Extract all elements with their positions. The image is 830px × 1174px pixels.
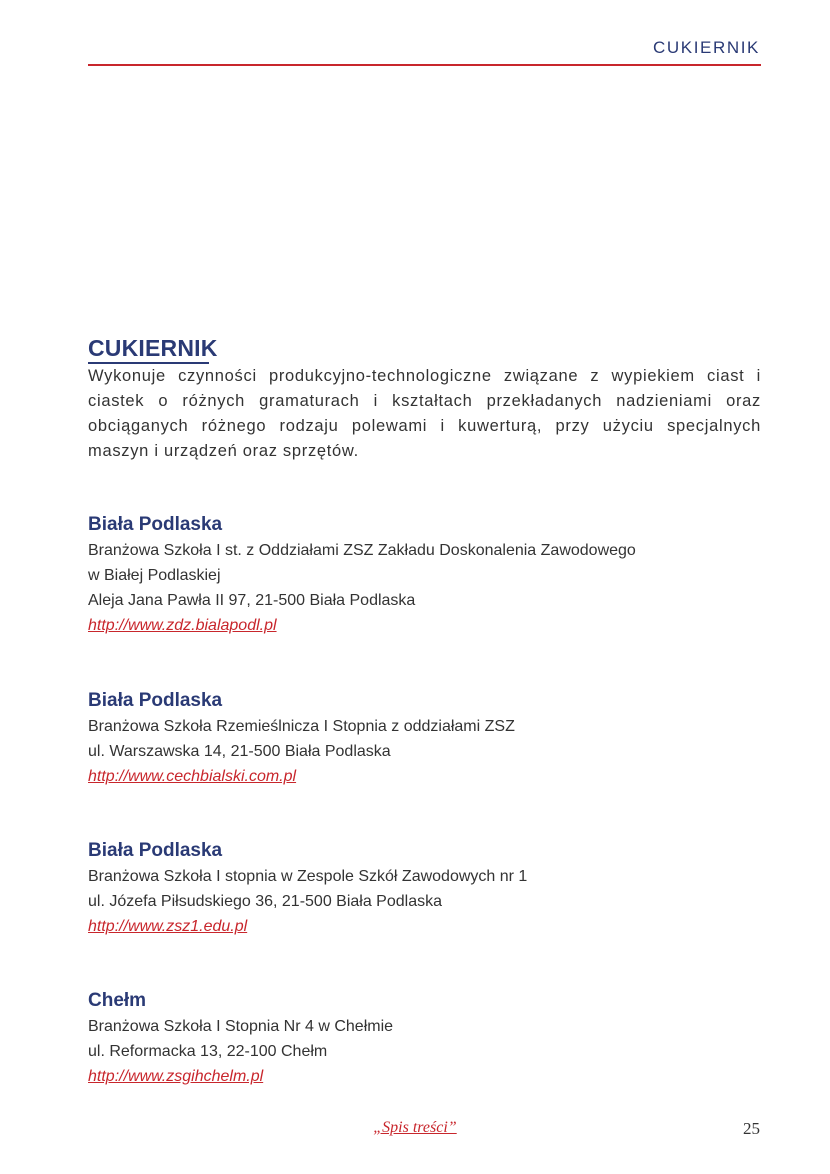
header-rule — [88, 64, 761, 66]
school-address: ul. Józefa Piłsudskiego 36, 21-500 Biała Podlaska — [88, 893, 442, 910]
school-website-link[interactable]: http://www.zsz1.edu.pl — [88, 918, 248, 935]
school-entry — [88, 688, 761, 789]
running-header: CUKIERNIK — [653, 38, 760, 57]
section-title: CUKIERNIK — [88, 335, 218, 361]
school-city: Chełm — [88, 990, 147, 1011]
school-city: Biała Podlaska — [88, 514, 223, 535]
school-website-link[interactable]: http://www.zsgihchelm.pl — [88, 1068, 264, 1085]
page-number: 25 — [743, 1119, 760, 1138]
section-description: Wykonuje czynności produkcyjno-technologiczne związane z wypiekiem ciast i ciastek o różnych gramaturach i kształtach przekładanych nadzieniami oraz obciąganych różnego rodzaju polewami i kuwerturą, przy użyciu specjalnych maszyn i urządzeń oraz sprzętów. — [88, 367, 761, 460]
school-name: Branżowa Szkoła Rzemieślnicza I Stopnia z oddziałami ZSZ — [88, 718, 515, 735]
table-of-contents-link[interactable]: „Spis treści” — [373, 1119, 457, 1136]
school-entry — [88, 988, 761, 1089]
school-city: Biała Podlaska — [88, 690, 223, 711]
school-entry — [88, 512, 761, 638]
school-website-link[interactable]: http://www.zdz.bialapodl.pl — [88, 617, 277, 634]
school-city: Biała Podlaska — [88, 840, 223, 861]
school-name: Branżowa Szkoła I st. z Oddziałami ZSZ Zakładu Doskonalenia Zawodowego — [88, 542, 636, 559]
school-address: ul. Reformacka 13, 22-100 Chełm — [88, 1043, 328, 1060]
school-website-link[interactable]: http://www.cechbialski.com.pl — [88, 768, 297, 785]
school-entry — [88, 838, 761, 939]
school-name-continued: w Białej Podlaskiej — [88, 567, 221, 584]
school-address: ul. Warszawska 14, 21-500 Biała Podlaska — [88, 743, 391, 760]
school-name: Branżowa Szkoła I Stopnia Nr 4 w Chełmie — [88, 1018, 394, 1035]
footer-toc-container — [0, 1119, 830, 1137]
school-address: Aleja Jana Pawła II 97, 21-500 Biała Podlaska — [88, 592, 416, 609]
school-name: Branżowa Szkoła I stopnia w Zespole Szkół Zawodowych nr 1 — [88, 868, 528, 885]
